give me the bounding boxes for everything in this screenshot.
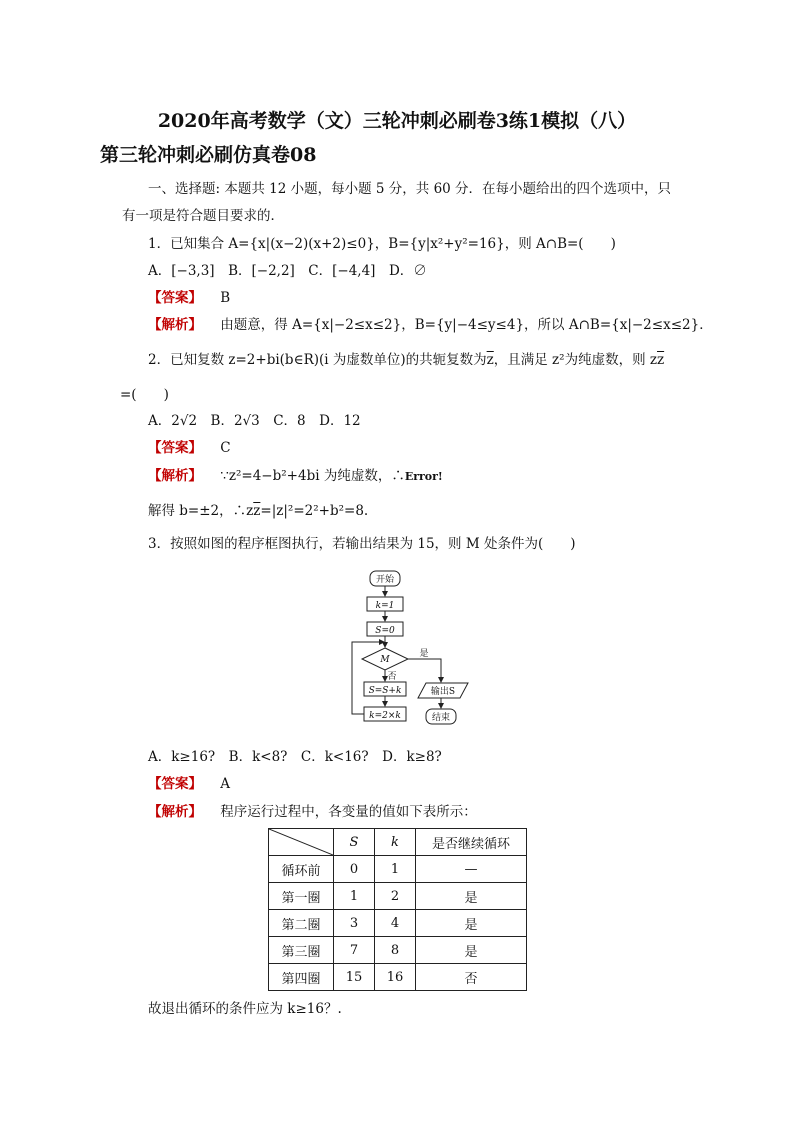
table-cell: 8 [375, 937, 416, 964]
table-header-cell: 是否继续循环 [416, 829, 527, 856]
table-cell: 1 [334, 883, 375, 910]
q2-stem-part-a: 2．已知复数 z=2+bi(b∈R)(i 为虚数单位)的共轭复数为 [148, 352, 487, 368]
flow-start-label: 开始 [375, 575, 395, 585]
table-cell: 是 [416, 910, 527, 937]
table-row [269, 964, 527, 991]
answer-label: 【答案】 [148, 290, 202, 306]
trace-table [268, 828, 527, 991]
q2-conjugate-z: $\overline{z}$ [486, 352, 494, 368]
table-cell: 第一圈 [269, 883, 334, 910]
table-cell: 是 [416, 937, 527, 964]
table-row [269, 883, 527, 910]
q2-analysis: ∵z²=4−b²+4bi 为纯虚数，∴ [220, 468, 405, 484]
flow-output-label: 输出S [430, 687, 456, 697]
answer-label: 【答案】 [148, 776, 202, 792]
q2-conjugate-z-2: $\overline{z}$ [657, 352, 665, 368]
table-cell: 4 [375, 910, 416, 937]
q2-options: A．2√2 B．2√3 C．8 D．12 [148, 413, 361, 429]
flow-update-s-label: S=S+k [368, 686, 402, 696]
flow-init-k-label: k=1 [375, 601, 395, 611]
q3-answer-row [148, 775, 230, 793]
section-intro-line-2: 有一项是符合题目要求的． [122, 208, 284, 224]
table-cell: 否 [416, 964, 527, 991]
table-cell: 15 [334, 964, 375, 991]
q3-answer: A [220, 776, 231, 792]
flow-update-k-label: k=2×k [369, 711, 401, 721]
q2-solve-part-b: =|z|²=2²+b²=8. [260, 503, 369, 519]
q2-error: Error! [404, 470, 443, 483]
title-line-1: 2020年高考数学（文）三轮冲刺必刷卷3练1模拟（八） [157, 110, 637, 132]
q2-answer-row [148, 439, 231, 457]
flow-cond-label: M [380, 655, 390, 665]
table-header-diagonal-cell [269, 829, 334, 856]
q2-solve [148, 502, 368, 520]
table-cell: 第四圈 [269, 964, 334, 991]
flow-end-label: 结束 [431, 713, 451, 723]
flow-yes-label: 是 [419, 649, 429, 659]
table-cell: 循环前 [269, 856, 334, 883]
table-cell: 7 [334, 937, 375, 964]
q1-answer: B [220, 290, 231, 306]
table-cell: 16 [375, 964, 416, 991]
table-cell: 第三圈 [269, 937, 334, 964]
table-cell: 1 [375, 856, 416, 883]
table-row [269, 937, 527, 964]
table-cell: 3 [334, 910, 375, 937]
q3-conclusion: 故退出循环的条件应为 k≥16？. [148, 1001, 342, 1017]
analysis-label: 【解析】 [148, 804, 202, 820]
table-row [269, 910, 527, 937]
table-cell: 0 [334, 856, 375, 883]
table-cell: 第二圈 [269, 910, 334, 937]
diagonal-line [269, 829, 333, 855]
analysis-label: 【解析】 [148, 468, 202, 484]
table-row [269, 856, 527, 883]
answer-label: 【答案】 [148, 440, 202, 456]
table-header-cell: k [375, 829, 416, 856]
q1-stem: 1．已知集合 A={x|(x−2)(x+2)≤0}，B={y|x²+y²=16}，则 A∩B=( ) [148, 236, 616, 252]
q2-analysis-row [148, 467, 443, 486]
q2-solve-conjugate-z: $\overline{z}$ [253, 503, 261, 519]
q1-analysis: 由题意，得 A={x|−2≤x≤2}，B={y|−4≤y≤4}，所以 A∩B={x|−2≤x≤2}． [220, 317, 713, 333]
q2-stem-part-b: ，且满足 z²为纯虚数，则 z [493, 352, 657, 368]
table-cell: 2 [375, 883, 416, 910]
flow-init-s-label: S=0 [375, 626, 395, 636]
title-line-2: 第三轮冲刺必刷仿真卷08 [100, 144, 317, 166]
q2-solve-part-a: 解得 b=±2，∴z [148, 503, 254, 519]
q2-answer: C [220, 440, 231, 456]
flow-no-label: 否 [387, 672, 397, 682]
table-header-row [269, 829, 527, 856]
q1-options: A．[−3,3] B．[−2,2] C．[−4,4] D．∅ [148, 263, 427, 279]
analysis-label: 【解析】 [148, 317, 202, 333]
q3-analysis-row [148, 803, 477, 821]
q3-options: A．k≥16? B．k<8? C．k<16? D．k≥8? [148, 749, 442, 765]
flowchart [340, 566, 480, 732]
q2-stem-cont: =( ) [120, 387, 169, 403]
q3-analysis: 程序运行过程中，各变量的值如下表所示： [220, 804, 477, 820]
table-header-cell: S [334, 829, 375, 856]
section-intro-line-1: 一、选择题: 本题共 12 小题，每小题 5 分，共 60 分．在每小题给出的四个选项中，只 [148, 181, 672, 197]
q1-answer-row [148, 289, 230, 307]
table-cell: 是 [416, 883, 527, 910]
q2-stem [148, 351, 664, 369]
table-cell: — [416, 856, 527, 883]
q3-stem: 3．按照如图的程序框图执行，若输出结果为 15，则 M 处条件为( ) [148, 536, 576, 552]
q1-analysis-row [148, 316, 713, 334]
